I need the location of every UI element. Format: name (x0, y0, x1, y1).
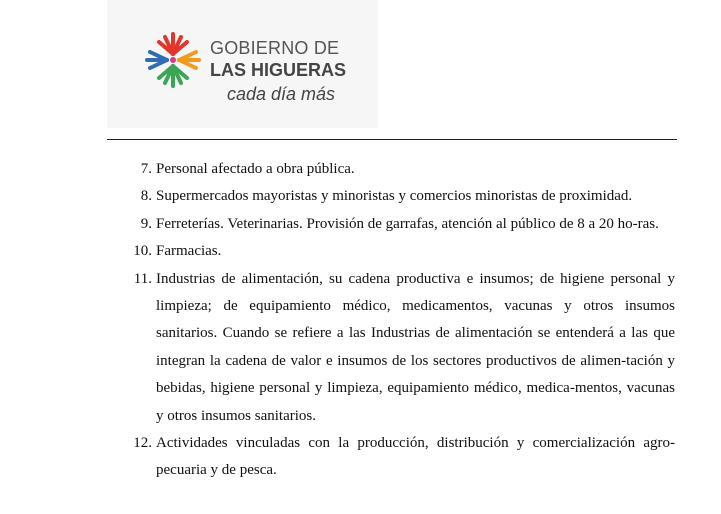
list-item (120, 183, 675, 210)
list-item-text: Industrias de alimentación, su cadena productiva e insumos; de higiene personal y limpieza; de equipamiento médico, medicamentos, vacunas y otros insumos sanitarios. Cuando se refiere a las Industrias de alimentación se entenderá a las que integran la cadena de valor e insumos de los sectores productivos de alimen-tación y bebidas, higiene personal y limpieza, equipamiento médico, medica-mentos, vacunas y otros insumos sanitarios. (156, 270, 675, 424)
activities-list (120, 156, 675, 485)
list-item-number: 9. (140, 215, 152, 232)
list-item (120, 266, 675, 430)
list-item (120, 211, 675, 238)
list-item-number: 8. (140, 188, 152, 205)
list-item (120, 430, 675, 485)
municipality-logo (107, 0, 378, 128)
logo-title-line1: GOBIERNO DE (210, 38, 340, 58)
list-item-text: Ferreterías. Veterinarias. Provisión de garrafas, atención al público de 8 a 20 ho-ras. (156, 215, 659, 232)
logo-title-line2: LAS HIGUERAS (210, 60, 347, 80)
header-divider (107, 139, 677, 140)
logo-tagline: cada día más (227, 84, 336, 104)
list-item-number: 12. (133, 435, 152, 452)
hands-emblem-icon (141, 28, 205, 92)
list-item-text: Supermercados mayoristas y minoristas y comercios minoristas de proximidad. (156, 188, 633, 205)
list-item-text: Personal afectado a obra pública. (156, 161, 355, 177)
list-item-text: Farmacias. (156, 243, 222, 260)
list-item (120, 238, 675, 265)
list-item (120, 156, 675, 183)
list-item-number: 11. (133, 270, 152, 287)
list-item-text: Actividades vinculadas con la producción, distribución y comercialización agro-pecuaria y de pesca. (156, 435, 675, 479)
list-item-number: 10. (133, 243, 152, 260)
list-item-number: 7. (140, 161, 152, 177)
